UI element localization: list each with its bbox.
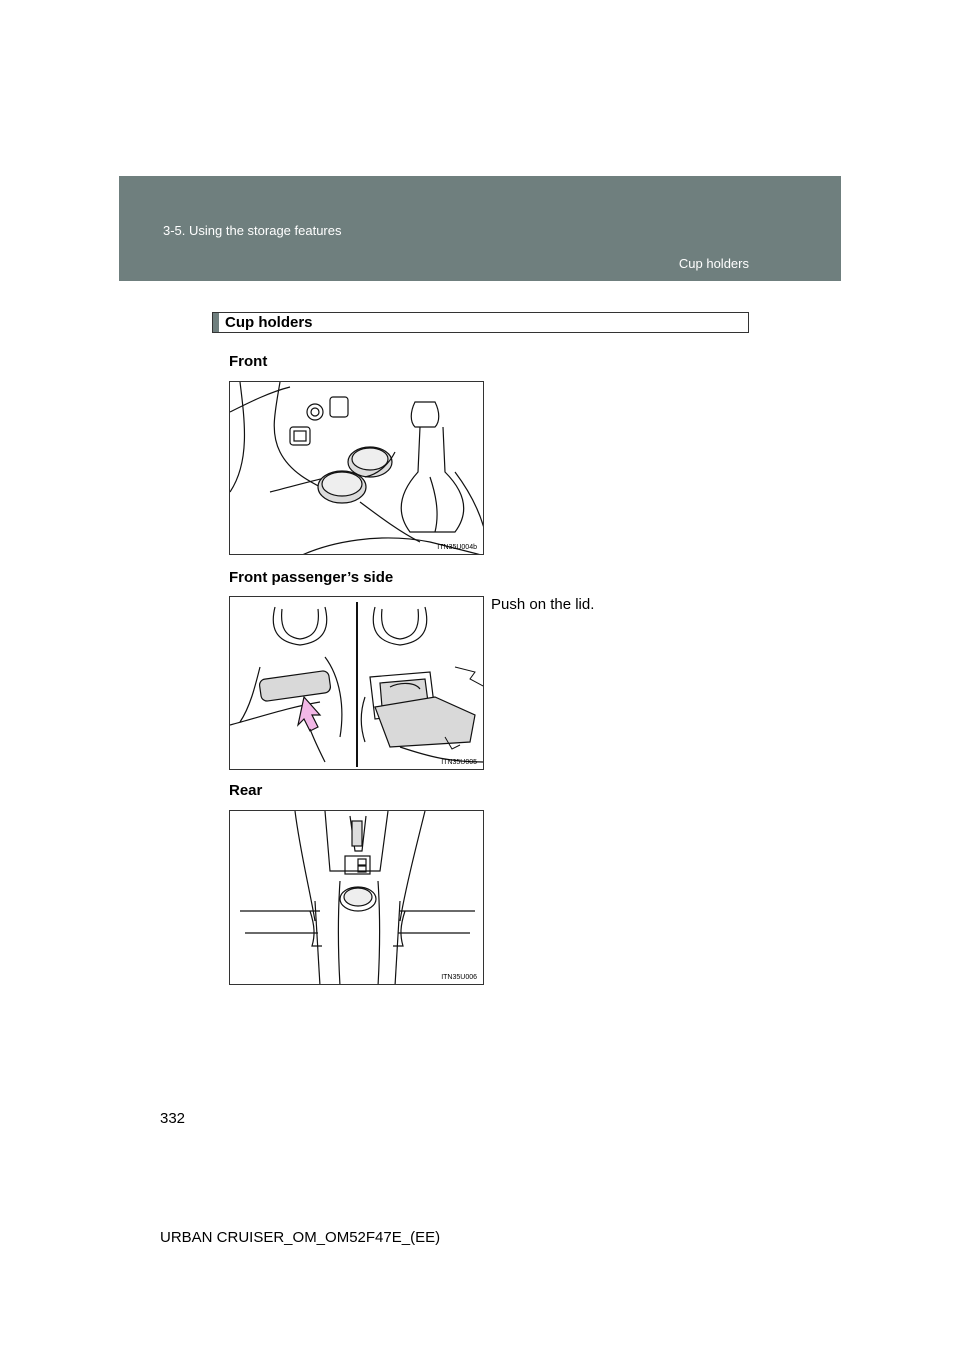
instruction-text: Push on the lid.	[491, 596, 595, 613]
label-front: Front	[229, 353, 268, 370]
topic-title: Cup holders	[678, 256, 749, 271]
footer-doc-code: URBAN CRUISER_OM_OM52F47E_(EE)	[160, 1229, 441, 1246]
figure-passenger-cupholder	[229, 596, 484, 770]
label-front-passenger: Front passenger’s side	[229, 569, 394, 586]
heading-accent-bar	[213, 313, 219, 332]
page-number: 332	[160, 1110, 186, 1127]
figure-code: ITN35U006	[441, 974, 477, 981]
figure-code: ITN35U004b	[437, 544, 477, 551]
heading-title: Cup holders	[225, 314, 313, 331]
figure-rear-cupholder	[229, 810, 484, 985]
page-header	[119, 176, 841, 281]
label-rear: Rear	[229, 782, 263, 799]
figure-code: ITN35U005	[441, 759, 477, 766]
figure-front-cupholder	[229, 381, 484, 555]
section-title: 3-5. Using the storage features	[163, 223, 342, 238]
heading-box	[212, 312, 749, 333]
